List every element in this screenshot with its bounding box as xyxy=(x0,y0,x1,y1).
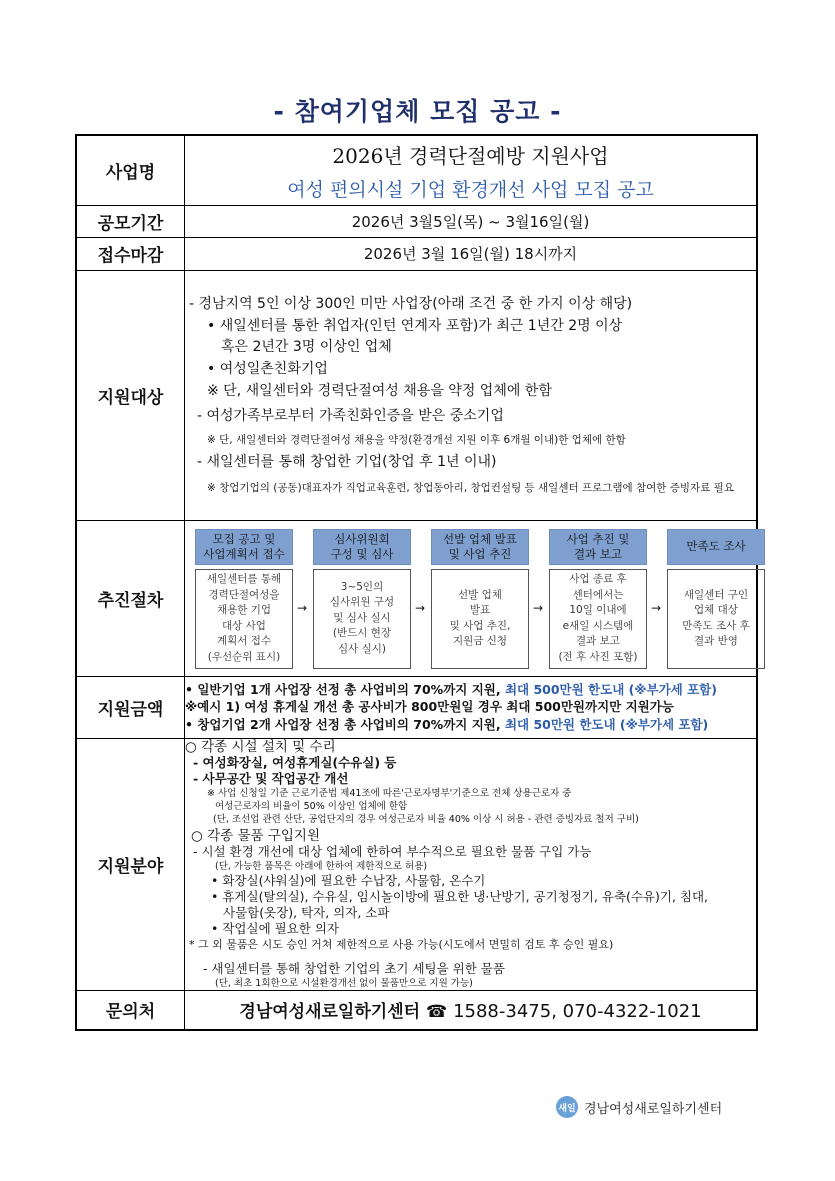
logo-text: 경남여성새로일하기센터 xyxy=(584,1101,723,1117)
row-target xyxy=(76,270,757,520)
target-line: • 새일센터를 통한 취업자(인턴 연계자 포함)가 최근 1년간 2명 이상 xyxy=(207,317,623,334)
process-step-head: 만족도 조사 xyxy=(667,529,765,565)
field-item: • 휴게실(탈의실), 수유실, 임시놀이방에 필요한 냉·난방기, 공기청정기, 유축(수유)기, 침대, xyxy=(211,888,709,904)
process-step-body: 새일센터 구인 업체 대상 만족도 조사 후 결과 반영 xyxy=(667,569,765,669)
field-item: - 사무공간 및 작업공간 개선 xyxy=(193,770,349,786)
business-name-line2: 여성 편의시설 기업 환경개선 사업 모집 공고 xyxy=(287,179,654,202)
deadline-value: 2026년 3월 16일(월) 18시까지 xyxy=(185,237,758,270)
amount-line: • 창업기업 2개 사업장 선정 총 사업비의 70%까지 지원, 최대 50만원 한도내 (※부가세 포함) xyxy=(185,716,709,732)
row-business xyxy=(76,135,757,205)
arrow-icon: → xyxy=(651,600,662,615)
arrow-icon: → xyxy=(297,600,308,615)
field-note: (단, 최초 1회한으로 시설환경개선 없이 물품만으로 지원 가능) xyxy=(215,977,473,989)
target-note: ※ 창업기업의 (공동)대표자가 직업교육훈련, 창업동아리, 창업컨설팅 등 새일센터 프로그램에 참여한 증빙자료 필요 xyxy=(207,481,734,494)
field-section-head: ○ 각종 시설 설치 및 수리 xyxy=(185,738,336,755)
row-deadline xyxy=(76,237,757,270)
amount-example: ※예시 1) 여성 휴게실 개선 총 공사비가 800만원일 경우 최대 500만원까지만 지원가능 xyxy=(185,699,674,715)
process-step-head: 모집 공고 및 사업계획서 접수 xyxy=(195,529,293,565)
field-note: (단, 조선업 관련 산단, 공업단지의 경우 여성근로자 비율 40% 이상 시 허용 - 관련 증빙자료 철저 구비) xyxy=(213,813,639,825)
target-line: ※ 단, 새일센터와 경력단절여성 채용을 약정 업체에 한함 xyxy=(207,382,552,399)
process-step-head: 심사위원회 구성 및 심사 xyxy=(313,529,411,565)
process-step-head: 사업 추진 및 결과 보고 xyxy=(549,529,647,565)
row-process xyxy=(76,520,757,676)
amount-line: • 일반기업 1개 사업장 선정 총 사업비의 70%까지 지원, 최대 500만원 한도내 (※부가세 포함) xyxy=(185,681,717,697)
amount-content xyxy=(185,676,758,738)
page-title: - 참여기업체 모집 공고 - xyxy=(273,97,562,126)
label-amount: 지원금액 xyxy=(76,676,185,738)
field-section-head: ○ 각종 물품 구입지원 xyxy=(191,827,320,844)
field-item: 사물함(옷장), 탁자, 의자, 소파 xyxy=(223,904,390,920)
process-flow xyxy=(185,521,756,676)
footer-logo xyxy=(556,1096,722,1118)
business-name-cell xyxy=(185,135,758,205)
arrow-icon: → xyxy=(533,600,544,615)
target-note: ※ 단, 새일센터와 경력단절여성 채용을 약정(환경개선 지원 이후 6개월 이내)한 업체에 한함 xyxy=(207,433,626,446)
process-step xyxy=(549,529,647,669)
process-cell xyxy=(185,520,758,676)
field-item: - 새일센터를 통해 창업한 기업의 초기 세팅을 위한 물품 xyxy=(203,960,505,976)
contact-org: 경남여성새로일하기센터 xyxy=(239,1002,421,1023)
label-deadline: 접수마감 xyxy=(76,237,185,270)
process-step-head: 선발 업체 발표 및 사업 추진 xyxy=(431,529,529,565)
field-item: • 화장실(샤워실)에 필요한 수납장, 사물함, 온수기 xyxy=(211,872,486,888)
process-step-body: 새일센터를 통해 경력단절여성을 채용한 기업 대상 사업 계획서 접수 (우선순위 표시) xyxy=(195,569,293,669)
process-step xyxy=(431,529,529,669)
process-step-body: 3~5인의 심사위원 구성 및 심사 실시 (반드시 현장 심사 실시) xyxy=(313,569,411,669)
label-target: 지원대상 xyxy=(76,270,185,520)
label-field: 지원분야 xyxy=(76,738,185,990)
field-note: (단, 가능한 품목은 아래에 한하여 제한적으로 허용) xyxy=(215,860,428,872)
row-field xyxy=(76,738,757,990)
period-value: 2026년 3월5일(목) ~ 3월16일(월) xyxy=(185,205,758,237)
arrow-icon: → xyxy=(415,600,426,615)
row-amount xyxy=(76,676,757,738)
field-item: • 작업실에 필요한 의자 xyxy=(211,920,339,936)
target-line: • 여성일촌친화기업 xyxy=(207,360,328,377)
telephone-icon: ☎ xyxy=(425,1002,448,1023)
target-line: - 여성가족부로부터 가족친화인증을 받은 중소기업 xyxy=(197,408,504,425)
logo-mark-icon: 새일 xyxy=(556,1096,578,1118)
label-contact: 문의처 xyxy=(76,990,185,1030)
field-note: ※ 사업 신청일 기준 근로기준법 제41조에 따른'근로자명부'기준으로 전체 상용근로자 중 xyxy=(207,787,572,799)
process-step-body: 선발 업체 발표 및 사업 추진, 지원금 신청 xyxy=(431,569,529,669)
row-period xyxy=(76,205,757,237)
target-line: - 새일센터를 통해 창업한 기업(창업 후 1년 이내) xyxy=(197,454,497,471)
announcement-table xyxy=(75,134,758,1031)
field-note: 여성근로자의 비율이 50% 이상인 업체에 한함 xyxy=(215,800,408,812)
process-step xyxy=(195,529,293,669)
field-item: - 여성화장실, 여성휴게실(수유실) 등 xyxy=(193,754,397,770)
field-item: - 시설 환경 개선에 대상 업체에 한하여 부수적으로 필요한 물품 구입 가능 xyxy=(193,843,592,859)
process-step xyxy=(667,529,765,669)
label-period: 공모기간 xyxy=(76,205,185,237)
field-note: * 그 외 물품은 시도 승인 거쳐 제한적으로 사용 가능(시도에서 면밀히 검토 후 승인 필요) xyxy=(189,937,614,951)
contact-content xyxy=(185,990,758,1030)
target-line: - 경남지역 5인 이상 300인 미만 사업장(아래 조건 중 한 가지 이상 해당) xyxy=(189,295,633,312)
contact-numbers: 1588-3475, 070-4322-1021 xyxy=(453,1001,702,1023)
label-business: 사업명 xyxy=(76,135,185,205)
field-content xyxy=(185,738,758,990)
row-contact xyxy=(76,990,757,1030)
target-line: 혹은 2년간 3명 이상인 업체 xyxy=(221,339,392,356)
process-step xyxy=(313,529,411,669)
target-content xyxy=(185,270,758,520)
label-process: 추진절차 xyxy=(76,520,185,676)
process-step-body: 사업 종료 후 센터에서는 10일 이내에 e새일 시스템에 결과 보고 (전 후 사진 포함) xyxy=(549,569,647,669)
business-name-line1: 2026년 경력단절예방 지원사업 xyxy=(332,144,609,169)
